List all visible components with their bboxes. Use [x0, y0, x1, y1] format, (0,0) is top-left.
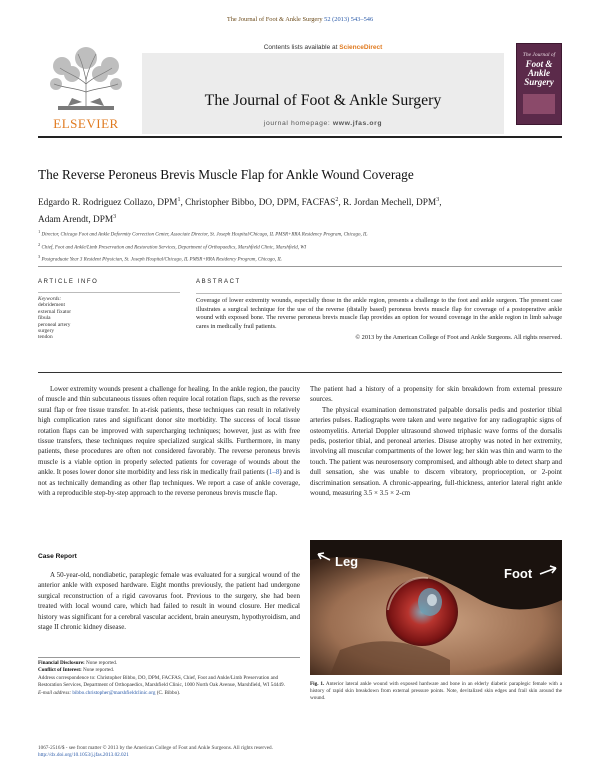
- intro-paragraph: [38, 384, 300, 498]
- homepage-url-link[interactable]: www.jfas.org: [332, 120, 383, 127]
- author-sup: 3: [436, 197, 440, 203]
- case-report-column: [38, 570, 300, 632]
- keyword[interactable]: surgery: [38, 328, 55, 335]
- author-name[interactable]: Christopher Bibbo, DO, DPM, FACFAS: [185, 198, 336, 209]
- foot-label: Foot: [504, 566, 533, 581]
- footnote-divider: [38, 657, 300, 658]
- intro-text-end: ) and is not as technically demanding as other flap techniques. We report a case of ankle coverage, with a reproducible step-by-step approach to the reverse peroneus brevis muscle flap.: [38, 468, 300, 498]
- author-sup: 1: [177, 197, 181, 203]
- abstract-divider: [196, 293, 562, 294]
- keywords-box: [38, 292, 180, 358]
- elsevier-tree-logo: [38, 44, 134, 132]
- author-sup: 2: [335, 197, 339, 203]
- history-paragraph: The patient had a history of a propensity for skin breakdown from external pressure sources.: [310, 385, 562, 404]
- citation-link[interactable]: 1–8: [268, 468, 280, 477]
- abstract-heading: ABSTRACT: [196, 279, 241, 285]
- correspondence-address: Address correspondence to: Christopher Bibbo, DO, DPM, FACFAS, Chief, Foot and Ankle/Limb Preservation and Restoration Services, Department of Orthopaedics, Marshfield Clinic, 1000 North Oak Avenue, Marshfield, WI 54449.: [38, 674, 285, 689]
- keyword[interactable]: fibula: [38, 315, 51, 322]
- exam-paragraph: The physical examination demonstrated palpable dorsalis pedis and posterior tibial arteries pulses. Radiographs were taken and were negative for any radiographic signs of osteomyelitis. Arterial Doppler ultrasound showed triphasic wave forms of the dorsalis pedis, posterior tibial, and peroneal arteries. Disuse atrophy was noted in her extremity, involving all muscular compartments of the lower leg; her skin was thin and warm to the touch. The patient was neurosensory compromised, and although able to detect sharp and dull sensation, she was unable to discern vibratory, proprioception, or 2-point discrimination sensation. A chronic-appearing, full-thickness, anterior lateral right ankle wound, measuring 3.5 × 3.5 × 2-cm: [310, 405, 562, 498]
- author-name[interactable]: R. Jordan Mechell, DPM: [342, 198, 437, 209]
- masthead-rule: [38, 136, 562, 138]
- running-head: [0, 16, 600, 23]
- case-report-heading: Case Report: [38, 553, 77, 560]
- masthead-banner: [142, 44, 504, 134]
- financial-value: None reported.: [86, 660, 118, 666]
- abstract-box: [196, 293, 562, 363]
- email-label: E-mail address:: [38, 689, 72, 696]
- keywords-label: Keywords:: [38, 296, 62, 302]
- cover-small-title: The Journal of: [522, 52, 556, 58]
- keyword[interactable]: external fixator: [38, 308, 72, 315]
- homepage-label: journal homepage:: [263, 120, 331, 127]
- intro-text-column: [38, 384, 300, 498]
- financial-disclosure: [38, 660, 300, 667]
- financial-label: Financial Disclosure:: [38, 660, 85, 666]
- hardware-highlight: [427, 594, 437, 606]
- figure-caption: [310, 681, 562, 703]
- affiliation-sup: 1: [38, 229, 41, 234]
- leg-label: Leg: [335, 554, 359, 569]
- keyword[interactable]: tendon: [38, 334, 53, 341]
- bottom-meta: [38, 745, 562, 759]
- article-info-heading: ARTICLE INFO: [38, 279, 99, 285]
- running-head-pages-link[interactable]: 52 (2013) 543–546: [324, 16, 374, 23]
- cover-big-title: Foot & Ankle Surgery: [524, 59, 554, 87]
- keyword[interactable]: peroneal artery: [38, 321, 71, 328]
- affiliation-sup: 3: [38, 254, 41, 260]
- abstract-rule: [38, 372, 562, 373]
- figure-label: Fig. 1.: [310, 681, 325, 687]
- abstract-copyright: © 2013 by the American College of Foot and Ankle Surgeons. All rights reserved.: [355, 333, 562, 341]
- affiliations-rule: [38, 266, 562, 267]
- keyword[interactable]: debridement: [38, 302, 65, 309]
- author-name[interactable]: Adam Arendt, DPM: [38, 215, 114, 226]
- doi-link[interactable]: http://dx.doi.org/10.1053/j.jfas.2013.02.021: [38, 752, 129, 759]
- affiliation-item: [38, 227, 562, 240]
- email-line: [38, 690, 300, 697]
- email-suffix: (C. Bibbo).: [156, 689, 181, 696]
- issn-line: 1067-2516/$ - see front matter © 2013 by the American College of Foot and Ankle Surgeons. All rights reserved.: [38, 745, 273, 751]
- cover-decoration: [523, 94, 555, 114]
- sciencedirect-link[interactable]: ScienceDirect: [339, 44, 383, 51]
- affiliation-sup: 2: [38, 241, 41, 247]
- conflict-label: Conflict of Interest:: [38, 667, 82, 674]
- footnotes: [38, 657, 300, 697]
- author-name[interactable]: Edgardo R. Rodriguez Collazo, DPM: [38, 198, 178, 209]
- conflict-of-interest: [38, 667, 300, 674]
- case-report-paragraph: A 50-year-old, nondiabetic, paraplegic female was evaluated for a surgical wound of the anterior ankle with exposed hardware. Eight months previously, the patient had undergone surgical reconstruction of a rigid cavovarus foot. Previous to the surgery, she had been treated with local wound care, which had failed to result in wound closure. Her medical history was significant for a cerebral vascular accident, brain aneurysm, hypothyroidism, and stage II chronic kidney disease.: [38, 571, 300, 632]
- conflict-value: None reported.: [83, 667, 115, 674]
- contents-prefix: Contents lists available at: [263, 44, 338, 51]
- elsevier-wordmark: ELSEVIER: [53, 116, 119, 131]
- author-list: Edgardo R. Rodriguez Collazo, DPM$^1$, Christopher Bibbo, DO, DPM, FACFAS$^2$, R. Jordan Mechell, DPM$^3$, Adam Arendt, DPM$^3$: [38, 197, 442, 226]
- author-sup: 3: [113, 214, 117, 221]
- abstract-text: Coverage of lower extremity wounds, especially those in the ankle region, presents a challenge to the foot and ankle surgeon. The present case illustrates a surgical technique for the use of the reverse (distally based) peroneus brevis muscle flap for coverage of a postoperative ankle wound with exposed bone. The reverse peroneus brevis muscle flap provides an option for wound coverage in the ankle region in limb salvage cares in medically frail patients.: [196, 297, 562, 331]
- journal-homepage: [142, 120, 504, 127]
- contents-line: [142, 44, 504, 53]
- affiliation-item: [38, 252, 562, 265]
- affiliation-text: Postgraduate Year 3 Resident Physician, St. Joseph Hospital/Chicago, IL PMSR+RRA Residency Program, Chicago, IL: [41, 257, 282, 263]
- clinical-photo-figure[interactable]: [310, 540, 562, 675]
- affiliation-text: Director, Chicago Foot and Ankle Deformity Correction Center, Associate Director, St. Joseph Hospital/Chicago, IL PMSR+RRA Residency Program, Chicago, IL: [41, 232, 368, 238]
- right-text-column: [310, 384, 562, 498]
- keywords-divider: [38, 292, 180, 293]
- affiliation-item: [38, 240, 562, 253]
- affiliation-text: Chief, Foot and Ankle/Limb Preservation and Restoration Services, Department of Orthopaedics, Marshfield Clinic, Marshfield, WI: [41, 245, 307, 251]
- journal-cover-thumbnail[interactable]: [516, 43, 562, 125]
- masthead: [38, 36, 562, 131]
- email-link[interactable]: bibbo.christopher@marshfieldclinic.org: [72, 689, 156, 696]
- figure-caption-text: Anterior lateral ankle wound with exposed hardware and bone in an elderly diabetic paraplegic female with a history of rapid skin breakdown from external pressure points. Note, devitalized skin edges and frail skin around the wound.: [310, 681, 562, 702]
- running-head-journal: The Journal of Foot & Ankle Surgery: [226, 16, 323, 23]
- affiliations: [38, 227, 562, 265]
- journal-title: The Journal of Foot & Ankle Surgery: [204, 92, 442, 109]
- intro-text: Lower extremity wounds present a challenge for healing. In the ankle region, the paucity of muscle and thin subcutaneous tissues often require local rotation flaps, such as the reverse sural flap or free tissue transfer. In at-risk patients, these techniques can result in relatively high complication rates and significant donor site morbidity. The success of local tissue rotation flaps can be improved with supercharging techniques; however, just as with free tissue transfers, these techniques require specialized surgical skills. Furthermore, in many patients, these procedures are often not considered favorably. The reverse peroneus brevis muscle is a viable option in properly selected patients for coverage of wounds about the ankle. It poses lower donor site morbidity and less risk in medically frail patients (: [38, 385, 300, 477]
- article-title: The Reverse Peroneus Brevis Muscle Flap for Ankle Wound Coverage: [38, 167, 414, 182]
